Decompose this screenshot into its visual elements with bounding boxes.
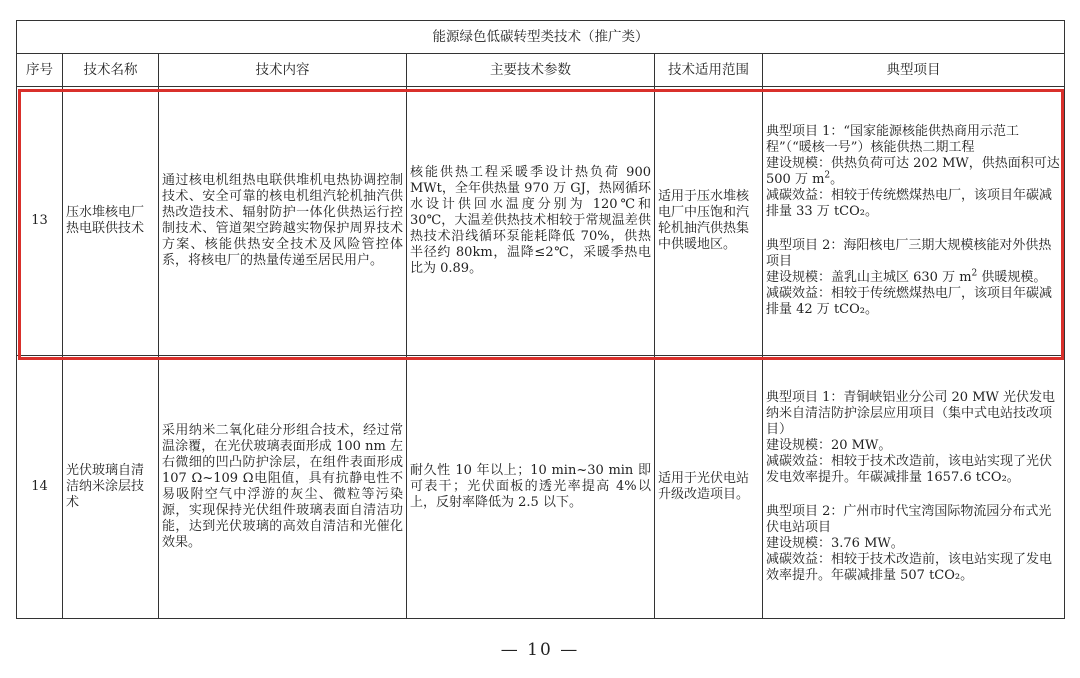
- technology-scope: 适用于光伏电站升级改造项目。: [655, 356, 763, 619]
- technology-content: 通过核电机组热电联供堆机电热协调控制技术、安全可靠的核电机组汽轮机抽汽供热改造技术、辐射防护一体化供热运行控制技术、管道架空跨越实物保护周界技术方案、核能供热安全技术及风险管控体系，将核电厂的热量传递至居民用户。: [159, 87, 407, 356]
- technology-name: 压水堆核电厂热电联供技术: [63, 87, 159, 356]
- project-effect: 减碳效益：相较于传统燃煤热电厂，该项目年碳减排量 33 万 tCO₂。: [766, 188, 1053, 219]
- table-title: 能源绿色低碳转型类技术（推广类）: [17, 21, 1065, 54]
- project-item: [766, 124, 1061, 220]
- technology-params: 核能供热工程采暖季设计热负荷 900 MWt，全年供热量 970 万 GJ，热网循环水设计供回水温度分别为 120℃和 30℃，大温差供热技术相较于常规温差供热技术沿线循环泵能耗降低 70%，供热半径约 80km，温降≤2℃，采暖季热电比为 0.89。: [407, 87, 655, 356]
- header-content: 技术内容: [159, 54, 407, 87]
- project-title: 典型项目 2：海阳核电厂三期大规模核能对外供热项目: [766, 238, 1052, 269]
- header-row: [17, 54, 1065, 87]
- technology-params: 耐久性 10 年以上；10 min~30 min 即可表干；光伏面板的透光率提高 4%以上，反射率降低为 2.5 以下。: [407, 356, 655, 619]
- project-title: 典型项目 2：广州市时代宝湾国际物流园分布式光伏电站项目: [766, 504, 1052, 535]
- project-effect: 减碳效益：相较于传统燃煤热电厂，该项目年碳减排量 42 万 tCO₂。: [766, 286, 1053, 317]
- table-row: [17, 356, 1065, 619]
- technology-name: 光伏玻璃自清洁纳米涂层技术: [63, 356, 159, 619]
- row-number: 14: [17, 356, 63, 619]
- header-projects: 典型项目: [763, 54, 1065, 87]
- project-item: [766, 238, 1061, 318]
- header-scope: 技术适用范围: [655, 54, 763, 87]
- technology-content: 采用纳米二氧化硅分形组合技术，经过常温涂覆，在光伏玻璃表面形成 100 nm 左右微细的凹凸防护涂层，在组件表面形成 107 Ω~109 Ω电阻值，具有抗静电性不易吸附空气中浮游的灰尘、微粒等污染源，实现保持光伏组件玻璃表面自清洁功能，达到光伏玻璃的高效自清洁和光催化效果。: [159, 356, 407, 619]
- header-params: 主要技术参数: [407, 54, 655, 87]
- technology-scope: 适用于压水堆核电厂中压饱和汽轮机抽汽供热集中供暖地区。: [655, 87, 763, 356]
- project-scale: 建设规模：盖乳山主城区 630 万 $m^2$ 供暖规模。: [766, 268, 1047, 285]
- project-item: [766, 504, 1061, 584]
- project-scale: 建设规模：20 MW。: [766, 438, 892, 453]
- project-effect: 减碳效益：相较于技术改造前，该电站实现了发电效率提升。年碳减排量 507 tCO₂。: [766, 552, 1053, 583]
- project-item: [766, 390, 1061, 486]
- table-title-row: [17, 21, 1065, 54]
- project-title: 典型项目 1：“国家能源核能供热商用示范工程”（“暖核一号”）核能供热二期工程: [766, 124, 1020, 155]
- header-name: 技术名称: [63, 54, 159, 87]
- technology-table: [16, 20, 1065, 619]
- page-number: — 10 —: [500, 640, 580, 660]
- project-effect: 减碳效益：相较于技术改造前，该电站实现了光伏发电效率提升。年碳减排量 1657.6 tCO₂。: [766, 454, 1053, 485]
- typical-projects: [763, 356, 1065, 619]
- header-no: 序号: [17, 54, 63, 87]
- row-number: 13: [17, 87, 63, 356]
- project-title: 典型项目 1：青铜峡铝业分公司 20 MW 光伏发电纳米自清洁防护涂层应用项目（集中式电站技改项目）: [766, 390, 1056, 437]
- typical-projects: [763, 87, 1065, 356]
- project-scale: 建设规模：3.76 MW。: [766, 536, 904, 551]
- table-row: [17, 87, 1065, 356]
- project-scale: 建设规模：供热负荷可达 202 MW，供热面积可达 500 万 $m^2$。: [766, 156, 1060, 187]
